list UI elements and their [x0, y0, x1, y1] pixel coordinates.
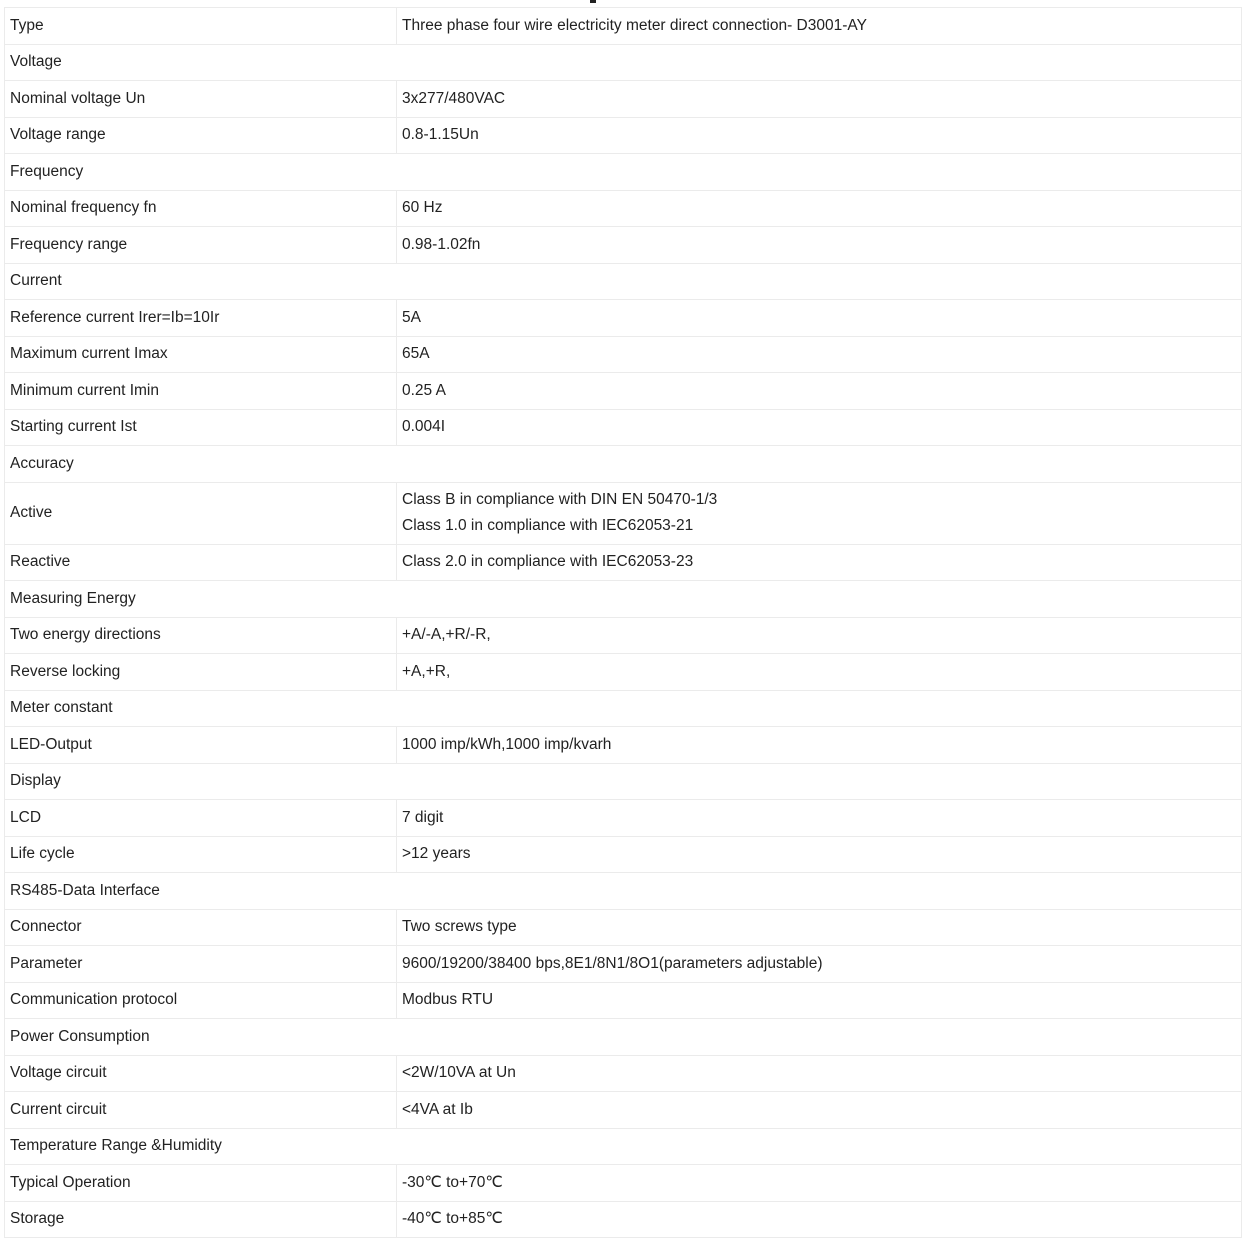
section-header-row — [5, 446, 1242, 483]
spec-value-line: 0.004I — [402, 418, 446, 436]
spec-value-line: 60 Hz — [402, 199, 443, 217]
spec-label: Minimum current Imin — [5, 373, 397, 410]
spec-value — [397, 727, 1242, 764]
spec-row — [5, 1092, 1242, 1129]
section-header-label: Frequency — [5, 154, 1242, 191]
spec-row — [5, 117, 1242, 154]
section-header-label: Display — [5, 763, 1242, 800]
spec-label: Two energy directions — [5, 617, 397, 654]
spec-label: Connector — [5, 909, 397, 946]
spec-value — [397, 8, 1242, 45]
spec-value-line: Class B in compliance with DIN EN 50470-1/3 — [402, 491, 718, 508]
spec-row — [5, 1165, 1242, 1202]
spec-value-line: 65A — [402, 345, 430, 363]
spec-label: Reactive — [5, 544, 397, 581]
spec-label: LCD — [5, 800, 397, 837]
spec-value — [397, 1055, 1242, 1092]
spec-value-line: Class 2.0 in compliance with IEC62053-23 — [402, 553, 694, 571]
spec-value — [397, 373, 1242, 410]
spec-label: Typical Operation — [5, 1165, 397, 1202]
spec-label: Frequency range — [5, 227, 397, 264]
spec-value — [397, 617, 1242, 654]
spec-value — [397, 1201, 1242, 1238]
spec-row — [5, 544, 1242, 581]
section-header-label: Meter constant — [5, 690, 1242, 727]
spec-value-line: Modbus RTU — [402, 991, 494, 1009]
spec-value-line: Class 1.0 in compliance with IEC62053-21 — [402, 517, 694, 534]
spec-value-line: +A,+R, — [402, 662, 451, 680]
spec-row — [5, 482, 1242, 544]
spec-label: Storage — [5, 1201, 397, 1238]
spec-label: Maximum current Imax — [5, 336, 397, 373]
spec-row — [5, 227, 1242, 264]
spec-table — [4, 7, 1242, 1238]
spec-value — [397, 227, 1242, 264]
spec-label: Parameter — [5, 946, 397, 983]
spec-row — [5, 190, 1242, 227]
spec-value-line: 0.98-1.02fn — [402, 235, 481, 253]
spec-label: Voltage range — [5, 117, 397, 154]
section-header-label: Voltage — [5, 44, 1242, 81]
spec-label: Life cycle — [5, 836, 397, 873]
spec-label: Communication protocol — [5, 982, 397, 1019]
spec-row — [5, 909, 1242, 946]
spec-value — [397, 409, 1242, 446]
spec-value-line: 9600/19200/38400 bps,8E1/8N1/8O1(parameters adjustable) — [402, 954, 823, 972]
section-header-label: Accuracy — [5, 446, 1242, 483]
spec-value-line: 7 digit — [402, 808, 444, 826]
spec-value-line: <4VA at Ib — [402, 1100, 473, 1118]
spec-label: Nominal frequency fn — [5, 190, 397, 227]
spec-row — [5, 836, 1242, 873]
spec-row — [5, 409, 1242, 446]
section-header-row — [5, 1128, 1242, 1165]
section-header-row — [5, 763, 1242, 800]
spec-label: Current circuit — [5, 1092, 397, 1129]
section-header-label: Temperature Range &Humidity — [5, 1128, 1242, 1165]
spec-value — [397, 117, 1242, 154]
spec-value — [397, 1092, 1242, 1129]
spec-label: Starting current Ist — [5, 409, 397, 446]
spec-value — [397, 909, 1242, 946]
spec-value-line: Three phase four wire electricity meter direct connection- D3001-AY — [402, 16, 867, 34]
spec-row — [5, 654, 1242, 691]
section-header-label: Power Consumption — [5, 1019, 1242, 1056]
spec-table-body — [5, 8, 1242, 1238]
spec-value — [397, 836, 1242, 873]
section-header-row — [5, 1019, 1242, 1056]
spec-value — [397, 81, 1242, 118]
clipped-heading-fragment — [590, 0, 596, 3]
spec-label: Type — [5, 8, 397, 45]
spec-row — [5, 982, 1242, 1019]
section-header-row — [5, 44, 1242, 81]
spec-value — [397, 190, 1242, 227]
spec-label: Reverse locking — [5, 654, 397, 691]
spec-value — [397, 946, 1242, 983]
spec-value-line: +A/-A,+R/-R, — [402, 626, 491, 644]
section-header-label: Measuring Energy — [5, 581, 1242, 618]
spec-label: Reference current Irer=Ib=10Ir — [5, 300, 397, 337]
spec-row — [5, 946, 1242, 983]
section-header-row — [5, 581, 1242, 618]
spec-label: Active — [5, 482, 397, 544]
section-header-row — [5, 263, 1242, 300]
spec-row — [5, 617, 1242, 654]
spec-value-line: 1000 imp/kWh,1000 imp/kvarh — [402, 735, 612, 753]
spec-row — [5, 800, 1242, 837]
spec-row — [5, 336, 1242, 373]
spec-value-line: 3x277/480VAC — [402, 89, 506, 107]
spec-value-line: Two screws type — [402, 918, 517, 936]
spec-value — [397, 800, 1242, 837]
spec-value-line: -30℃ to+70℃ — [402, 1173, 503, 1191]
spec-label: Voltage circuit — [5, 1055, 397, 1092]
section-header-label: RS485-Data Interface — [5, 873, 1242, 910]
spec-row — [5, 1055, 1242, 1092]
spec-value-line: >12 years — [402, 845, 471, 863]
spec-value-line: 0.25 A — [402, 381, 446, 399]
section-header-label: Current — [5, 263, 1242, 300]
spec-label: Nominal voltage Un — [5, 81, 397, 118]
section-header-row — [5, 690, 1242, 727]
spec-value — [397, 1165, 1242, 1202]
spec-row — [5, 727, 1242, 764]
spec-value — [397, 300, 1242, 337]
spec-row — [5, 8, 1242, 45]
section-header-row — [5, 873, 1242, 910]
spec-value — [397, 482, 1242, 544]
spec-value-line: -40℃ to+85℃ — [402, 1210, 503, 1228]
spec-value-line: 5A — [402, 308, 421, 326]
spec-value-line: <2W/10VA at Un — [402, 1064, 516, 1082]
spec-value-line: 0.8-1.15Un — [402, 126, 479, 144]
spec-row — [5, 81, 1242, 118]
spec-label: LED-Output — [5, 727, 397, 764]
spec-row — [5, 1201, 1242, 1238]
spec-value — [397, 336, 1242, 373]
spec-row — [5, 300, 1242, 337]
section-header-row — [5, 154, 1242, 191]
spec-value — [397, 654, 1242, 691]
spec-value — [397, 544, 1242, 581]
spec-row — [5, 373, 1242, 410]
spec-value — [397, 982, 1242, 1019]
